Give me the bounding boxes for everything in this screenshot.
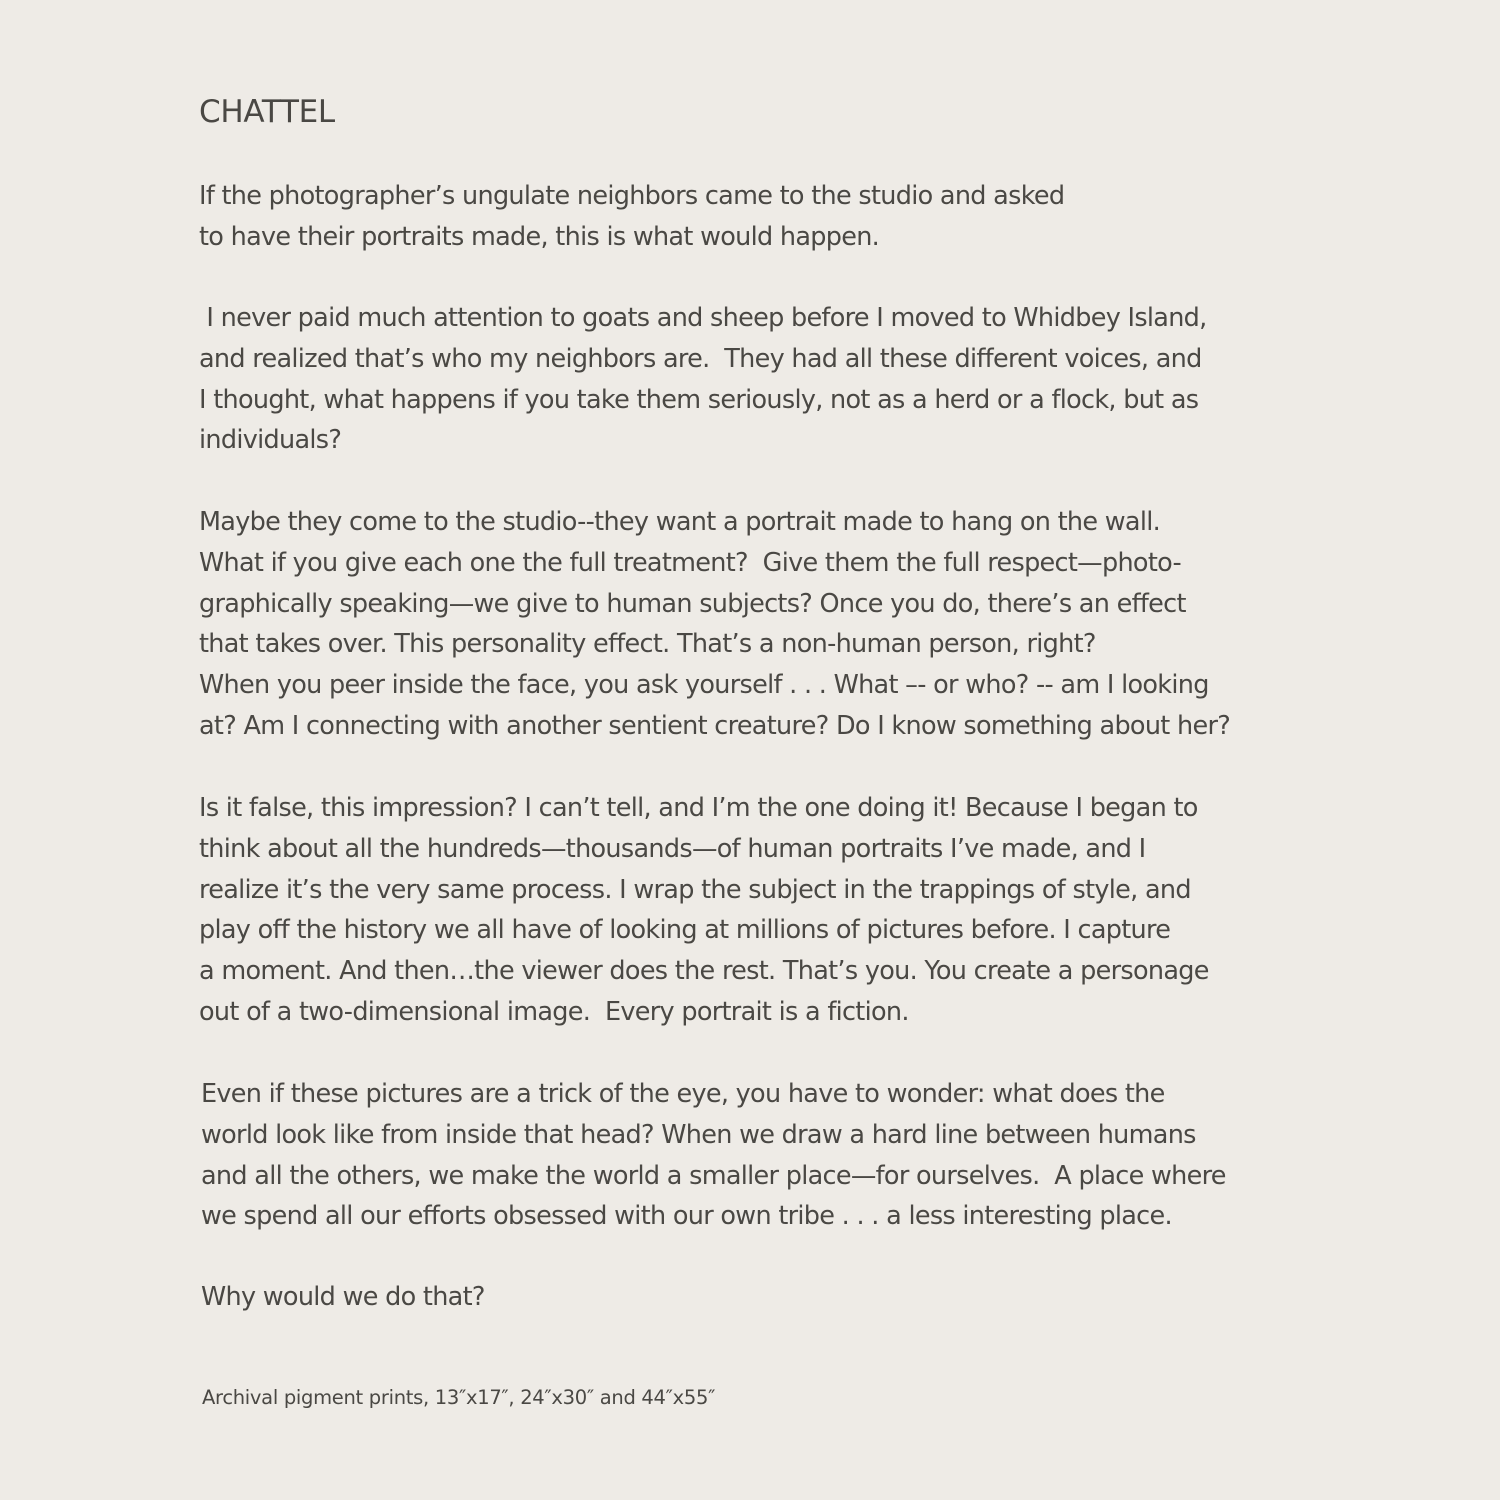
text-line: Even if these pictures are a trick of the eye, you have to wonder: what does the xyxy=(201,1079,1165,1109)
print-caption: Archival pigment prints, 13″x17″, 24″x30″ and 44″x55″ xyxy=(202,1386,716,1409)
text-line: realize it’s the very same process. I wrap the subject in the trappings of style, and xyxy=(199,874,1191,905)
text-line: Is it false, this impression? I can’t tell, and I’m the one doing it! Because I began to xyxy=(199,793,1198,823)
paragraph-intro xyxy=(199,176,1064,258)
text-line: Why would we do that? xyxy=(201,1282,485,1312)
paragraph-neighbors xyxy=(199,298,1207,461)
text-line: When you peer inside the face, you ask yourself . . . What –- or who? -- am I looking xyxy=(199,670,1209,701)
text-line: out of a two-dimensional image. Every portrait is a fiction. xyxy=(199,996,909,1027)
text-line: play off the history we all have of looking at millions of pictures before. I capture xyxy=(199,915,1171,946)
text-line: graphically speaking—we give to human subjects? Once you do, there’s an effect xyxy=(199,588,1186,619)
artist-statement xyxy=(199,0,1369,1500)
text-line: and realized that’s who my neighbors are. They had all these different voices, and xyxy=(199,343,1202,374)
text-line: world look like from inside that head? When we draw a hard line between humans xyxy=(201,1119,1196,1150)
paragraph-impression xyxy=(199,788,1209,1033)
text-line: that takes over. This personality effect. That’s a non-human person, right? xyxy=(199,629,1096,660)
text-line: I never paid much attention to goats and sheep before I moved to Whidbey Island, xyxy=(199,303,1207,333)
paragraph-wonder xyxy=(201,1074,1226,1237)
text-line: If the photographer’s ungulate neighbors came to the studio and asked xyxy=(199,181,1065,211)
paragraph-closing xyxy=(201,1277,485,1318)
text-line: I thought, what happens if you take them seriously, not as a herd or a flock, but as xyxy=(199,384,1199,415)
text-line: think about all the hundreds—thousands—of human portraits I’ve made, and I xyxy=(199,833,1146,864)
page-title: CHATTEL xyxy=(199,94,335,130)
text-line: to have their portraits made, this is what would happen. xyxy=(199,221,880,252)
text-line: at? Am I connecting with another sentient creature? Do I know something about her? xyxy=(199,710,1231,741)
text-line: individuals? xyxy=(199,425,342,456)
paragraph-studio xyxy=(199,502,1230,747)
text-line: a moment. And then…the viewer does the rest. That’s you. You create a personage xyxy=(199,956,1209,987)
text-line: we spend all our efforts obsessed with our own tribe . . . a less interesting place. xyxy=(201,1201,1172,1232)
text-line: and all the others, we make the world a smaller place—for ourselves. A place where xyxy=(201,1160,1226,1191)
text-line: Maybe they come to the studio--they want a portrait made to hang on the wall. xyxy=(199,507,1161,537)
text-line: What if you give each one the full treatment? Give them the full respect—photo- xyxy=(199,547,1181,578)
